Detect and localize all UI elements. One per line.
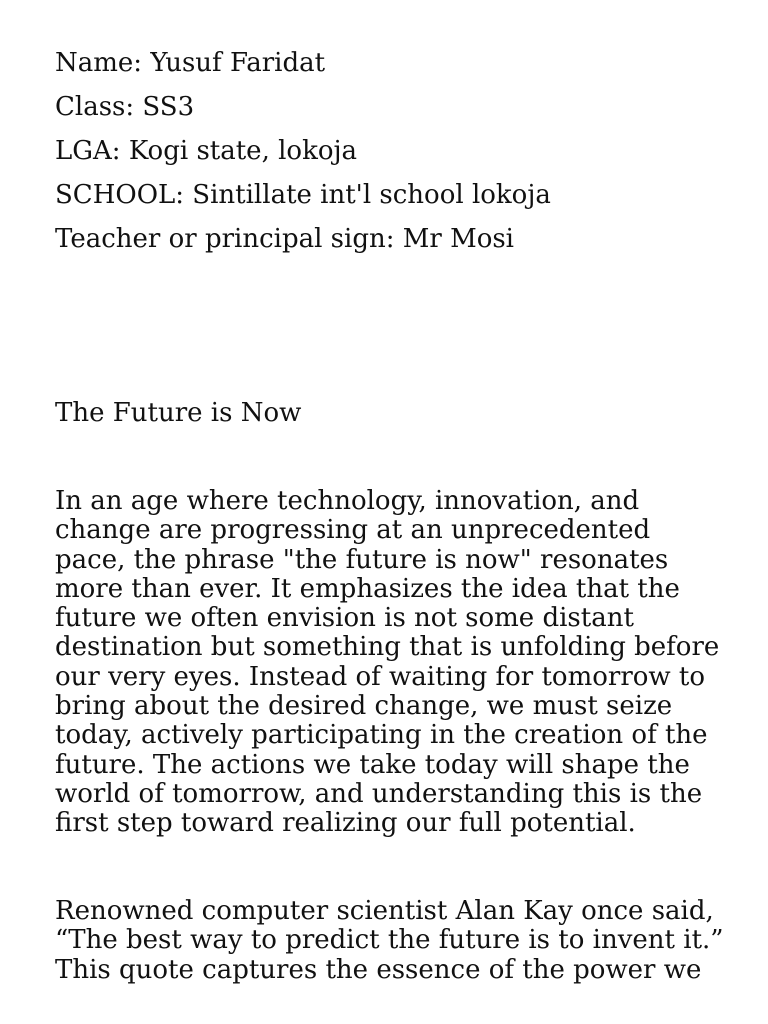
essay-paragraph: In an age where technology, innovation, and change are progressing at an unprecedented pace, the phrase "the future is now" resonates more than ever. It emphasizes the idea that the future we often envision is not some distant destination but something that is unfolding before our very eyes. Instead of waiting for tomorrow to bring about the desired change, we must seize today, actively participating in the creation of the future. The actions we take today will shape the world of tomorrow, and understanding this is the first step toward realizing our full potential. [55, 486, 720, 839]
student-class: Class: SS3 [55, 92, 195, 122]
student-name: Name: Yusuf Faridat [55, 48, 326, 78]
essay-title: The Future is Now [55, 398, 302, 428]
student-lga: LGA: Kogi state, lokoja [55, 136, 358, 166]
essay-paragraph: Renowned computer scientist Alan Kay once said, “The best way to predict the future is to invent it.” This quote captures the essence of the power we [55, 896, 724, 985]
student-school: SCHOOL: Sintillate int'l school lokoja [55, 180, 551, 210]
teacher-sign: Teacher or principal sign: Mr Mosi [55, 224, 514, 254]
